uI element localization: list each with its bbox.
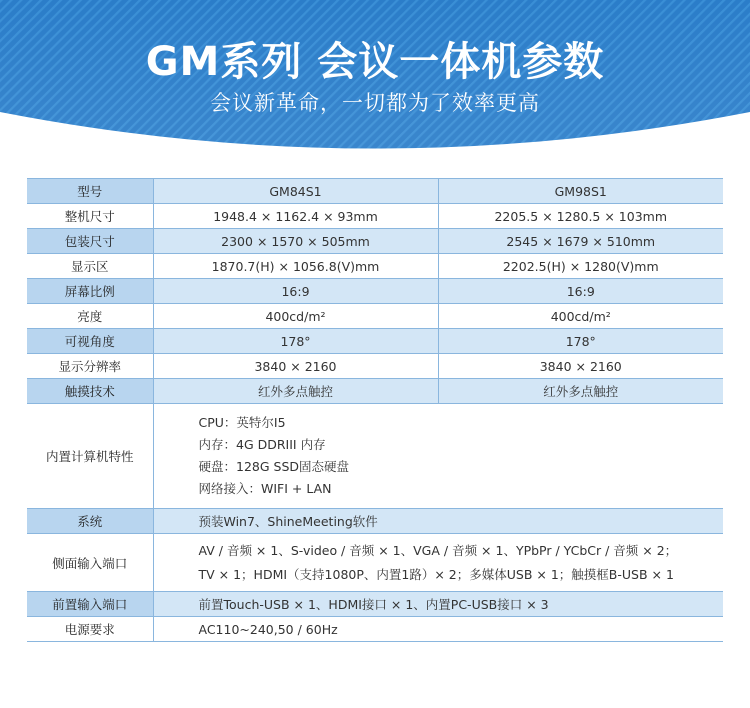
side-ports-line: AV / 音频 × 1、S-video / 音频 × 1、VGA / 音频 × 1、YPbPr / YCbCr / 音频 × 2；	[198, 542, 678, 558]
model-b-value: 红外多点触控	[438, 379, 723, 404]
side-ports-line: TV × 1；HDMI（支持1080P、内置1路）× 2；多媒体USB × 1；触摸框B-USB × 1	[198, 566, 674, 582]
table-row	[27, 229, 723, 254]
table-row-model	[27, 179, 723, 204]
model-b-value: 16:9	[438, 279, 723, 304]
table-row-power	[27, 617, 723, 642]
row-label: 前置输入端口	[27, 592, 153, 617]
row-label: 屏幕比例	[27, 279, 153, 304]
model-b-value: 400cd/m²	[438, 304, 723, 329]
row-label: 触摸技术	[27, 379, 153, 404]
table-row-front-ports	[27, 592, 723, 617]
system-value: 预装Win7、ShineMeeting软件	[153, 509, 723, 534]
row-label: 内置计算机特性	[27, 404, 153, 509]
model-a-value: 红外多点触控	[153, 379, 438, 404]
table-row	[27, 354, 723, 379]
row-label: 亮度	[27, 304, 153, 329]
row-label: 电源要求	[27, 617, 153, 642]
table-row-system	[27, 509, 723, 534]
model-b-value: 2202.5(H) × 1280(V)mm	[438, 254, 723, 279]
model-a-value: 178°	[153, 329, 438, 354]
model-a-value: 1870.7(H) × 1056.8(V)mm	[153, 254, 438, 279]
model-b-value: 3840 × 2160	[438, 354, 723, 379]
model-b-value: 2545 × 1679 × 510mm	[438, 229, 723, 254]
model-b-value: 178°	[438, 329, 723, 354]
model-b-name: GM98S1	[438, 179, 723, 204]
row-label: 整机尺寸	[27, 204, 153, 229]
table-row	[27, 329, 723, 354]
table-row-computer	[27, 404, 723, 509]
table-row	[27, 204, 723, 229]
model-a-value: 16:9	[153, 279, 438, 304]
table-row-side-ports	[27, 534, 723, 592]
row-label: 型号	[27, 179, 153, 204]
row-label: 显示区	[27, 254, 153, 279]
spec-table	[27, 178, 723, 642]
table-row	[27, 279, 723, 304]
model-a-value: 3840 × 2160	[153, 354, 438, 379]
model-a-name: GM84S1	[153, 179, 438, 204]
row-label: 系统	[27, 509, 153, 534]
page-title: GM系列 会议一体机参数	[145, 39, 605, 85]
computer-spec-line: 硬盘：128G SSD固态硬盘	[198, 459, 350, 474]
row-label: 可视角度	[27, 329, 153, 354]
computer-spec-line: CPU：英特尔I5	[198, 415, 286, 430]
row-label: 包装尺寸	[27, 229, 153, 254]
computer-specs	[153, 404, 723, 509]
table-row	[27, 304, 723, 329]
table-row	[27, 379, 723, 404]
computer-spec-line: 内存：4G DDRIII 内存	[198, 437, 326, 452]
front-ports-value: 前置Touch-USB × 1、HDMI接口 × 1、内置PC-USB接口 × 3	[153, 592, 723, 617]
model-a-value: 1948.4 × 1162.4 × 93mm	[153, 204, 438, 229]
computer-spec-line: 网络接入：WIFI + LAN	[198, 481, 332, 496]
model-a-value: 400cd/m²	[153, 304, 438, 329]
power-value: AC110~240,50 / 60Hz	[153, 617, 723, 642]
row-label: 显示分辨率	[27, 354, 153, 379]
header-banner	[0, 0, 750, 163]
model-b-value: 2205.5 × 1280.5 × 103mm	[438, 204, 723, 229]
page-subtitle: 会议新革命，一切都为了效率更高	[210, 91, 540, 115]
side-ports-value	[153, 534, 723, 592]
row-label: 侧面输入端口	[27, 534, 153, 592]
model-a-value: 2300 × 1570 × 505mm	[153, 229, 438, 254]
table-row	[27, 254, 723, 279]
